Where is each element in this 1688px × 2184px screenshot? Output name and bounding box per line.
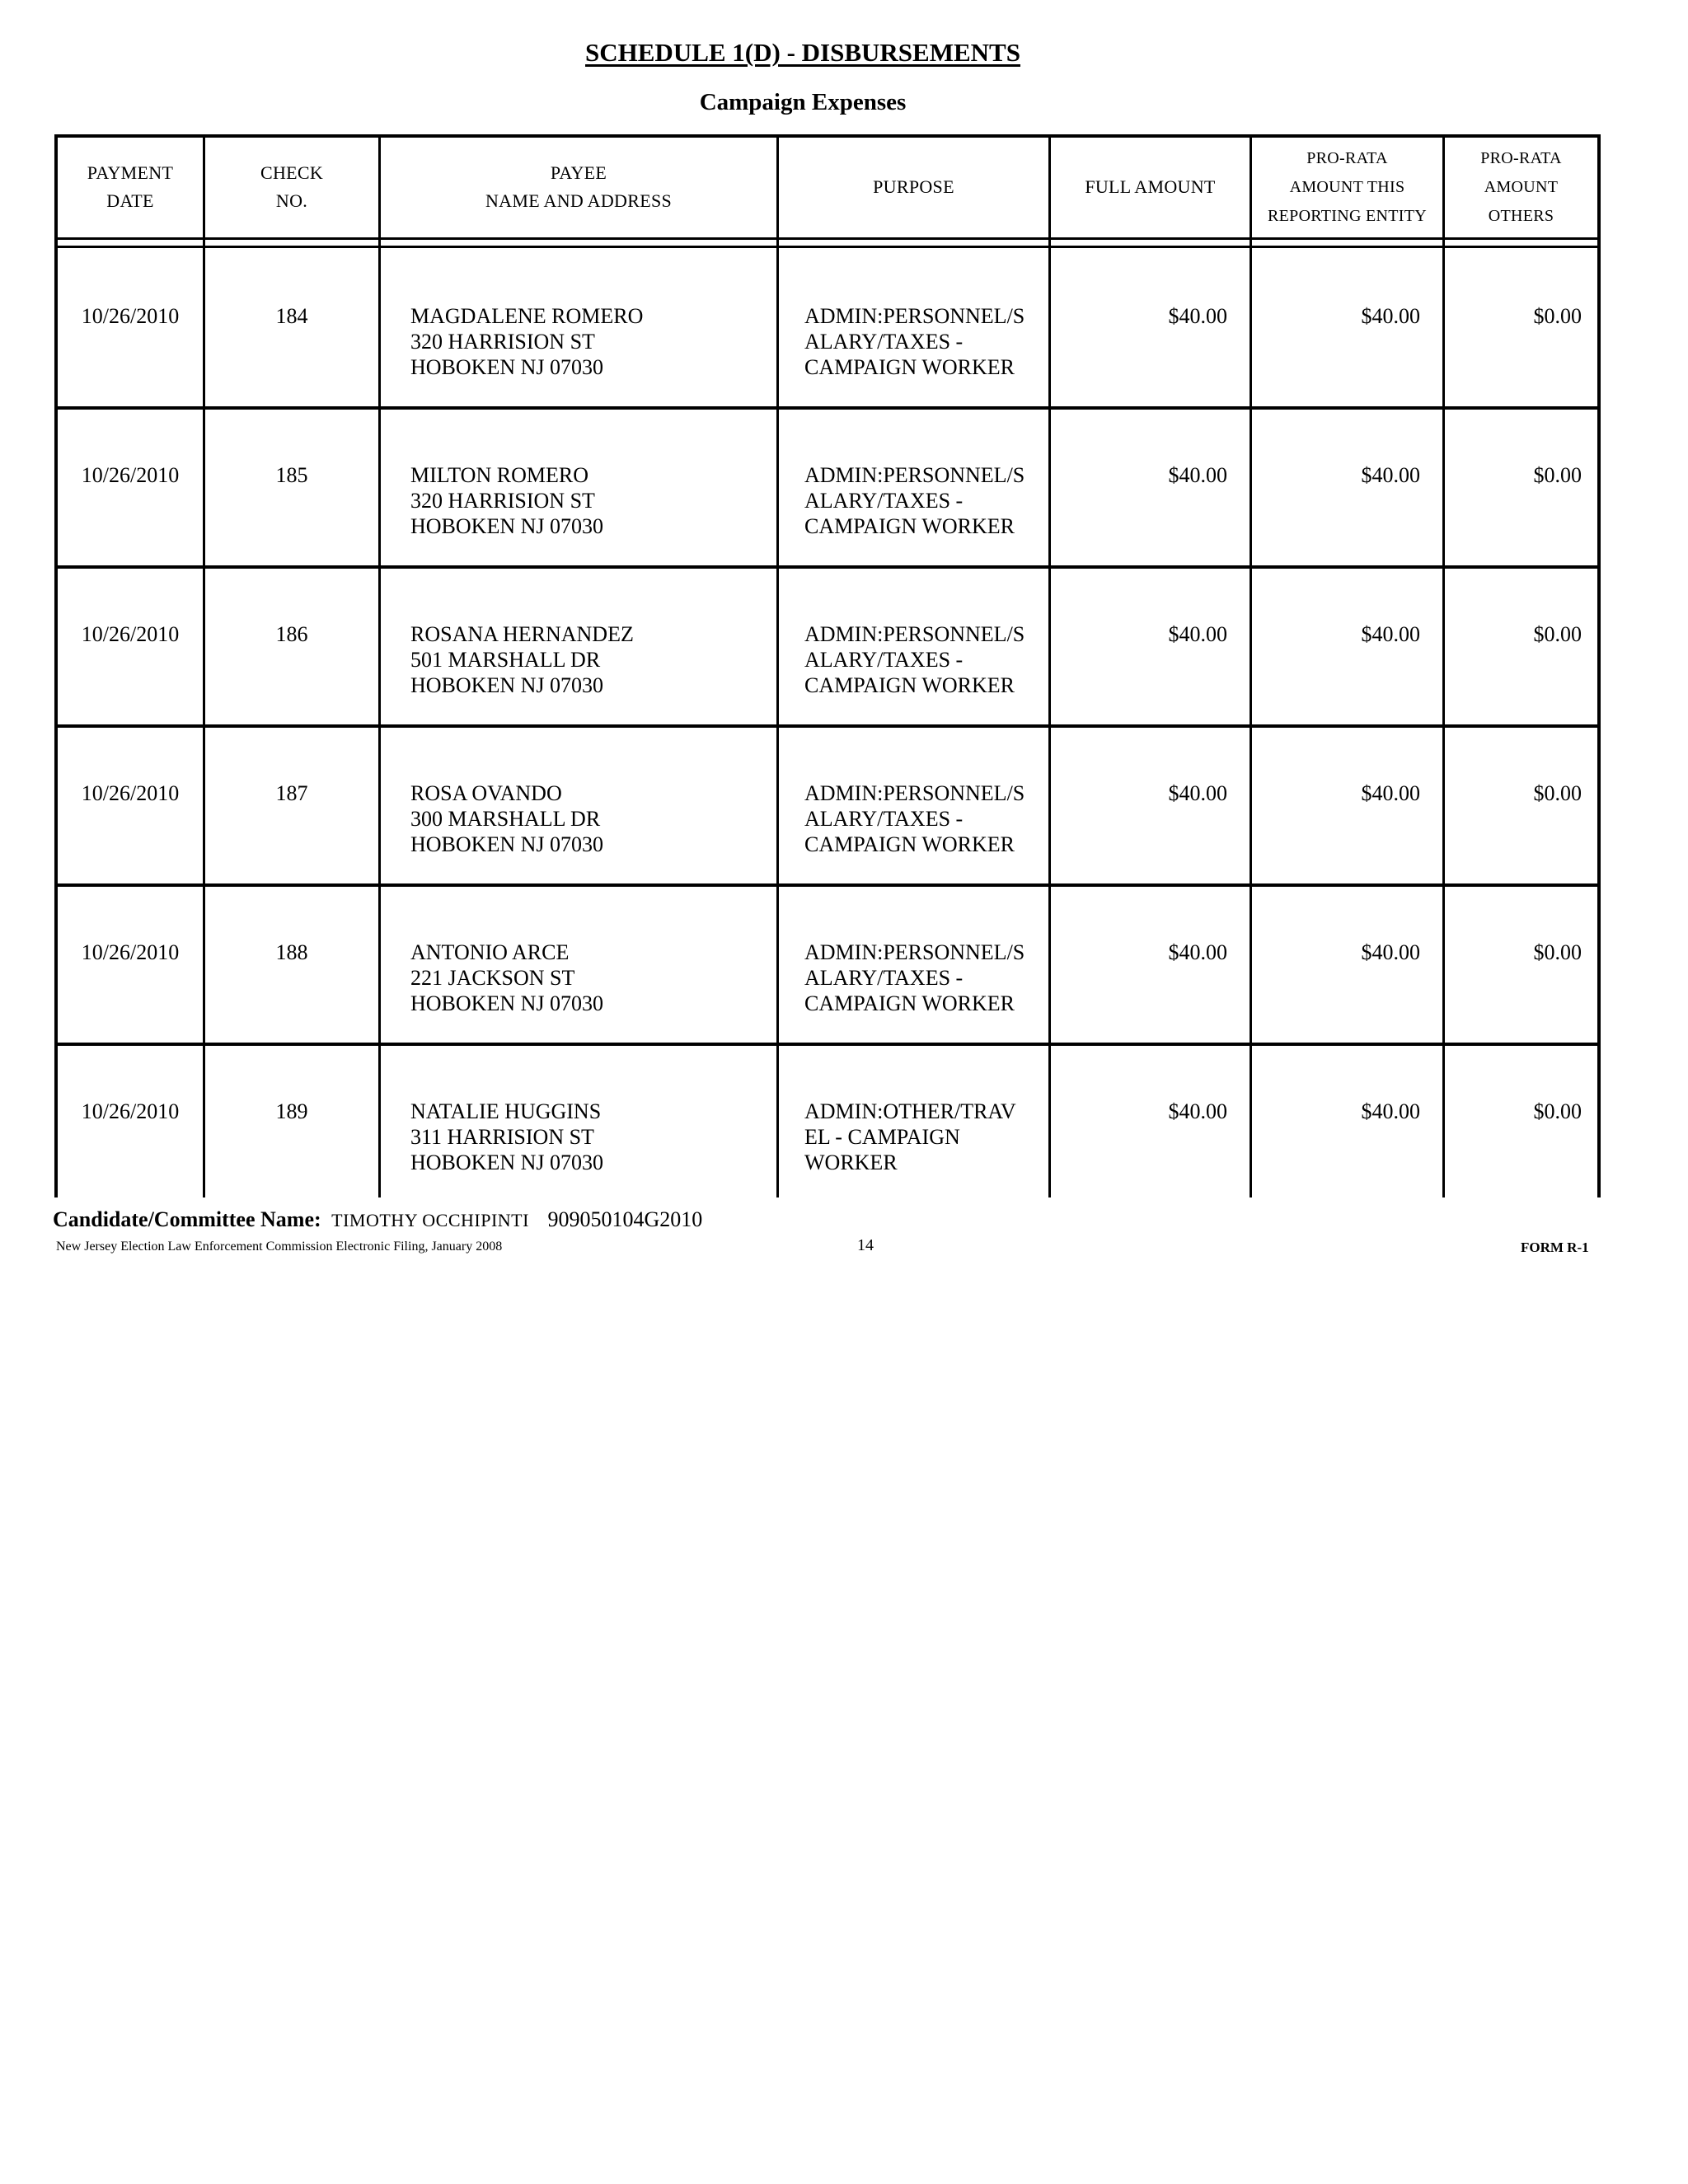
- cell-full-amount: $40.00: [1168, 304, 1227, 328]
- row-separator: [54, 724, 1601, 728]
- cell-payment-date: 10/26/2010: [81, 304, 180, 328]
- header-purpose: PURPOSE: [873, 176, 954, 197]
- cell-payee: NATALIE HUGGINS 311 HARRISION ST HOBOKEN NJ 07030: [410, 1099, 603, 1174]
- cell-purpose: ADMIN:PERSONNEL/S ALARY/TAXES - CAMPAIGN WORKER: [804, 304, 1025, 379]
- cell-prorata-this: $40.00: [1361, 1099, 1420, 1123]
- row-separator: [54, 565, 1601, 569]
- cell-prorata-others: $0.00: [1533, 622, 1582, 646]
- cell-full-amount: $40.00: [1168, 622, 1227, 646]
- header-payee: PAYEE NAME AND ADDRESS: [485, 162, 673, 211]
- cell-check-no: 188: [275, 940, 308, 964]
- cell-payment-date: 10/26/2010: [81, 622, 180, 646]
- cell-prorata-others: $0.00: [1533, 781, 1582, 805]
- cell-check-no: 185: [275, 463, 308, 487]
- disbursements-table: [54, 134, 1601, 1197]
- header-double-rule: [54, 237, 1601, 240]
- header-prorata-this: PRO-RATA AMOUNT THIS REPORTING ENTITY: [1267, 148, 1428, 225]
- form-id: FORM R-1: [1521, 1240, 1589, 1255]
- cell-payee: ROSANA HERNANDEZ 501 MARSHALL DR HOBOKEN NJ 07030: [410, 622, 634, 697]
- cell-purpose: ADMIN:PERSONNEL/S ALARY/TAXES - CAMPAIGN WORKER: [804, 622, 1025, 697]
- column-divider: [1442, 134, 1445, 1197]
- cell-payment-date: 10/26/2010: [81, 940, 180, 964]
- row-separator: [54, 1043, 1601, 1046]
- schedule-subtitle: Campaign Expenses: [699, 89, 907, 115]
- cell-prorata-others: $0.00: [1533, 1099, 1582, 1123]
- cell-payee: MAGDALENE ROMERO 320 HARRISION ST HOBOKEN NJ 07030: [410, 304, 644, 379]
- column-divider: [1250, 134, 1252, 1197]
- header-payment-date: PAYMENT DATE: [87, 162, 174, 211]
- cell-full-amount: $40.00: [1168, 940, 1227, 964]
- cell-full-amount: $40.00: [1168, 1099, 1227, 1123]
- cell-payment-date: 10/26/2010: [81, 463, 180, 487]
- cell-payment-date: 10/26/2010: [81, 1099, 180, 1123]
- agency-line: New Jersey Election Law Enforcement Commission Electronic Filing, January 2008: [56, 1240, 503, 1254]
- row-separator: [54, 883, 1601, 887]
- cell-full-amount: $40.00: [1168, 781, 1227, 805]
- header-full-amount: FULL AMOUNT: [1085, 176, 1216, 197]
- cell-prorata-others: $0.00: [1533, 940, 1582, 964]
- cell-check-no: 189: [275, 1099, 308, 1123]
- cell-prorata-this: $40.00: [1361, 463, 1420, 487]
- cell-prorata-others: $0.00: [1533, 463, 1582, 487]
- cell-prorata-others: $0.00: [1533, 304, 1582, 328]
- committee-name-line: [53, 1207, 702, 1232]
- cell-payee: ANTONIO ARCE 221 JACKSON ST HOBOKEN NJ 07030: [410, 940, 603, 1015]
- cell-purpose: ADMIN:PERSONNEL/S ALARY/TAXES - CAMPAIGN WORKER: [804, 463, 1025, 538]
- row-separator: [54, 406, 1601, 410]
- cell-check-no: 186: [275, 622, 308, 646]
- schedule-title: SCHEDULE 1(D) - DISBURSEMENTS: [585, 38, 1020, 67]
- column-divider: [1048, 134, 1051, 1197]
- column-divider: [378, 134, 381, 1197]
- cell-check-no: 184: [275, 304, 308, 328]
- header-double-rule: [54, 246, 1601, 248]
- filing-id: 909050104G2010: [547, 1207, 703, 1231]
- cell-payee: ROSA OVANDO 300 MARSHALL DR HOBOKEN NJ 07030: [410, 781, 603, 856]
- column-divider: [203, 134, 205, 1197]
- cell-prorata-this: $40.00: [1361, 781, 1420, 805]
- cell-check-no: 187: [275, 781, 308, 805]
- cell-purpose: ADMIN:OTHER/TRAV EL - CAMPAIGN WORKER: [804, 1099, 1016, 1174]
- header-check-no: CHECK NO.: [260, 162, 324, 211]
- table-right-border: [1597, 134, 1601, 1197]
- cell-full-amount: $40.00: [1168, 463, 1227, 487]
- cell-prorata-this: $40.00: [1361, 304, 1420, 328]
- page-number: 14: [857, 1236, 874, 1254]
- committee-name-label: Candidate/Committee Name:: [53, 1207, 321, 1231]
- cell-purpose: ADMIN:PERSONNEL/S ALARY/TAXES - CAMPAIGN WORKER: [804, 781, 1025, 856]
- cell-payment-date: 10/26/2010: [81, 781, 180, 805]
- candidate-name: TIMOTHY OCCHIPINTI: [331, 1210, 529, 1230]
- column-divider: [776, 134, 779, 1197]
- header-prorata-others: PRO-RATA AMOUNT OTHERS: [1480, 148, 1562, 225]
- cell-payee: MILTON ROMERO 320 HARRISION ST HOBOKEN NJ 07030: [410, 463, 603, 538]
- cell-purpose: ADMIN:PERSONNEL/S ALARY/TAXES - CAMPAIGN WORKER: [804, 940, 1025, 1015]
- cell-prorata-this: $40.00: [1361, 622, 1420, 646]
- table-left-border: [54, 134, 58, 1197]
- cell-prorata-this: $40.00: [1361, 940, 1420, 964]
